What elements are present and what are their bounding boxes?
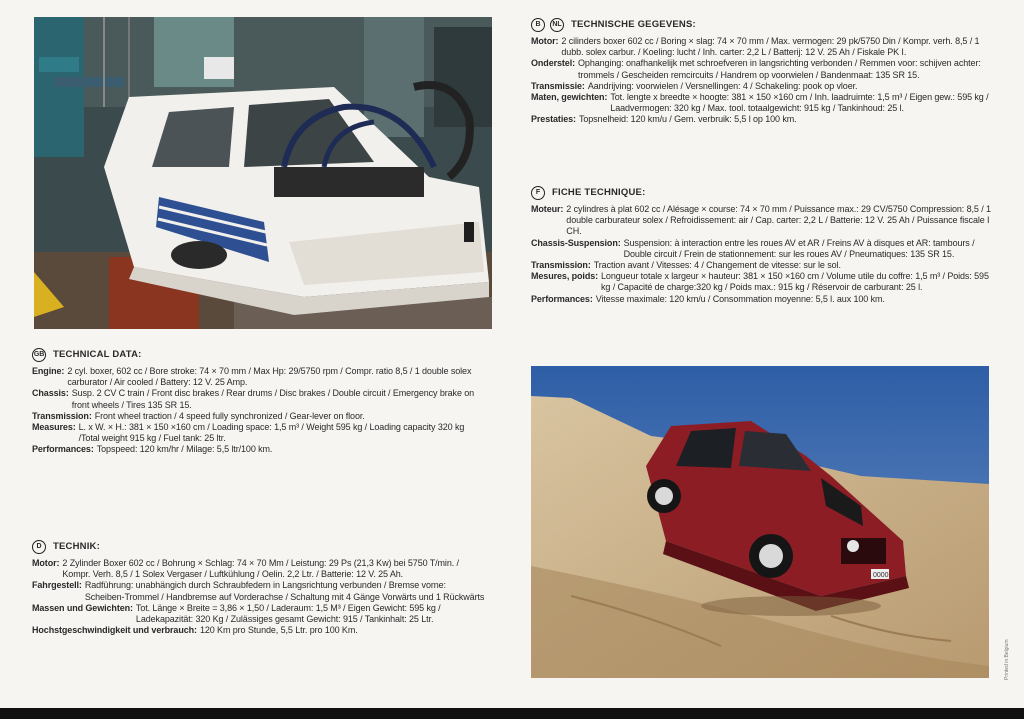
spec-value: Front wheel traction / 4 speed fully synchronized / Gear-lever on floor. xyxy=(94,410,365,421)
spec-row xyxy=(531,294,991,305)
spec-row xyxy=(32,558,487,580)
spec-value: L. x W. × H.: 381 × 150 ×160 cm / Loading space: 1,5 m³ / Weight 595 kg / Loading capacity 320 kg /Total weight 915 kg / Fuel tank: 25 ltr. xyxy=(78,422,465,444)
spec-label: Measures: xyxy=(32,422,76,433)
spec-label: Performances: xyxy=(32,444,94,455)
side-credit: Printed in Belgium xyxy=(1004,639,1010,680)
spec-row xyxy=(32,422,487,444)
factory-photo-drawing xyxy=(34,17,492,329)
spec-row xyxy=(531,260,991,271)
spec-label: Transmission: xyxy=(32,410,92,421)
spec-label: Mesures, poids: xyxy=(531,271,599,282)
spec-value: 2 cylindres à plat 602 cc / Alésage × course: 74 × 70 mm / Puissance max.: 29 CV/5750 Compression: 8,5 / 1 double carburateur solex / Refroidissement: air / Cap. carter: 2,2 L / Batterie: 12 V. 25 Ah / Puissance fiscale I CH. xyxy=(566,204,991,237)
section-title: TECHNISCHE GEGEVENS: xyxy=(571,19,696,31)
spec-label: Chassis-Suspension: xyxy=(531,237,621,248)
spec-row xyxy=(32,580,487,602)
spec-row xyxy=(531,36,991,58)
spec-label: Hochstgeschwindigkeit und verbrauch: xyxy=(32,625,197,636)
spec-value: 120 Km pro Stunde, 5,5 Ltr. pro 100 Km. xyxy=(199,625,358,636)
spec-label: Transmissie: xyxy=(531,80,585,91)
section-header xyxy=(531,186,991,200)
spec-row xyxy=(32,625,487,636)
section-header xyxy=(531,18,991,32)
spec-label: Prestaties: xyxy=(531,114,576,125)
spec-row xyxy=(531,81,991,92)
section-title: TECHNICAL DATA: xyxy=(53,349,142,361)
spec-row xyxy=(32,603,487,625)
spec-value: Traction avant / Vitesses: 4 / Changement de vitesse: sur le sol. xyxy=(593,260,841,271)
spec-value: Radführung: unabhängich durch Schraubfedern in Langsrichtung verbunden / Bremse vorne: Scheiben-Trommel / Handbremse auf Vorderachse / Schaltung mit 4 Gänge Vorwärts und 1 Rückwärts xyxy=(84,580,485,602)
spec-value: Tot. lengte x breedte × hoogte: 381 × 150 ×160 cm / Inh. laadruimte: 1,5 m³ / Eigen gew.: 595 kg / Laadvermogen: 320 kg / Max. tool. totaalgewicht: 915 kg / Tankinhoud: 25 l. xyxy=(610,92,989,114)
section-title: TECHNIK: xyxy=(53,541,100,553)
section-title: FICHE TECHNIQUE: xyxy=(552,187,646,199)
spec-value: Susp. 2 CV C train / Front disc brakes / Rear drums / Disc brakes / Double circuit / Emergency brake on front wheels / Tires 135 SR 15. xyxy=(71,388,475,410)
spec-value: Tot. Länge × Breite = 3,86 × 1,50 / Laderaum: 1,5 M³ / Eigen Gewicht: 595 kg / Ladekapazität: 320 Kg / Zulässiges gesamt Gewicht: 915 / Tankinhalt: 25 Ltr. xyxy=(135,602,441,625)
spec-row xyxy=(531,58,991,80)
spec-row xyxy=(32,411,487,422)
desert-photo-drawing xyxy=(531,366,989,678)
car-plate: 0000 xyxy=(873,572,889,579)
spec-label: Massen und Gewichten: xyxy=(32,602,133,613)
country-badge-b: B xyxy=(531,18,545,32)
bottom-bar xyxy=(0,708,1024,719)
spec-value: 2 cilinders boxer 602 cc / Boring × slag: 74 × 70 mm / Max. vermogen: 29 pk/5750 Din / Kompr. verh. 8,5 / 1 dubb. solex carbur. / Koeling: lucht / Inh. carter: 2,2 L / Batterij: 12 V. 25 Ah / Fiskale PK I. xyxy=(561,36,980,58)
section-technische-gegevens xyxy=(531,18,991,126)
section-technical-data xyxy=(32,348,487,456)
country-badge-nl: NL xyxy=(550,18,564,32)
factory-photo xyxy=(34,17,492,329)
spec-label: Performances: xyxy=(531,293,593,304)
spec-row xyxy=(32,444,487,455)
spec-value: Aandrijving: voorwielen / Versnellingen: 4 / Schakeling: pook op vloer. xyxy=(587,80,858,91)
spec-row xyxy=(32,388,487,410)
spec-label: Maten, gewichten: xyxy=(531,92,608,103)
spec-label: Transmission: xyxy=(531,260,591,271)
spec-label: Moteur: xyxy=(531,204,564,214)
section-fiche-technique xyxy=(531,186,991,305)
spec-row xyxy=(531,271,991,293)
spec-row xyxy=(531,238,991,260)
spec-value: Vitesse maximale: 120 km/u / Consommation moyenne: 5,5 l. aux 100 km. xyxy=(595,293,885,304)
section-header xyxy=(32,540,487,554)
spec-value: 2 cyl. boxer, 602 cc / Bore stroke: 74 × 70 mm / Max Hp: 29/5750 rpm / Compr. ratio 8,5 / 1 double solex carburator / Air cooled / Battery: 12 V. 25 Amp. xyxy=(67,366,472,388)
spec-row xyxy=(531,92,991,114)
spec-value: Ophanging: onafhankelijk met schroefveren in langsrichting verbonden / Remmen voor: schijven achter: trommels / Gescheiden remcircuits / Handrem op voorwielen / Bandenmaat: 135 SR 15. xyxy=(578,58,981,80)
spec-row xyxy=(531,114,991,125)
spec-value: 2 Zylinder Boxer 602 cc / Bohrung × Schlag: 74 × 70 Mm / Leistung: 29 Ps (21,3 Kw) bei 5750 T/min. / Kompr. Verh. 8,5 / 1 Solex Vergaser / Luftkühlung / Oelin. 2,2 Ltr. / Batterie: 12 V. 25 Ah. xyxy=(62,558,459,580)
spec-label: Chassis: xyxy=(32,388,69,399)
desert-photo xyxy=(531,366,989,678)
section-technik xyxy=(32,540,487,636)
spec-label: Motor: xyxy=(32,558,60,568)
spec-value: Topspeed: 120 km/hr / Milage: 5,5 ltr/100 km. xyxy=(96,444,273,455)
spec-label: Onderstel: xyxy=(531,58,576,69)
spec-value: Suspension: à interaction entre les roues AV et AR / Freins AV à disques et AR: tambours / Double circuit / Frein de stationnement: sur les roues AV / Pneumatiques: 135 SR 15. xyxy=(623,237,975,259)
spec-label: Engine: xyxy=(32,366,65,376)
spec-label: Motor: xyxy=(531,36,559,46)
spec-value: Topsnelheid: 120 km/u / Gem. verbruik: 5,5 l op 100 km. xyxy=(578,114,797,125)
country-badge-gb: GB xyxy=(32,348,46,362)
spec-value: Longueur totale x largeur × hauteur: 381 × 150 ×160 cm / Volume utile du coffre: 1,5 m³ / Poids: 595 kg / Capacité de charge:320 kg / Poids max.: 915 kg / Réservoir de carburant: 25 l. xyxy=(601,271,989,293)
section-header xyxy=(32,348,487,362)
country-badge-d: D xyxy=(32,540,46,554)
spec-row xyxy=(531,204,991,238)
spec-label: Fahrgestell: xyxy=(32,580,82,591)
country-badge-f: F xyxy=(531,186,545,200)
spec-row xyxy=(32,366,487,388)
